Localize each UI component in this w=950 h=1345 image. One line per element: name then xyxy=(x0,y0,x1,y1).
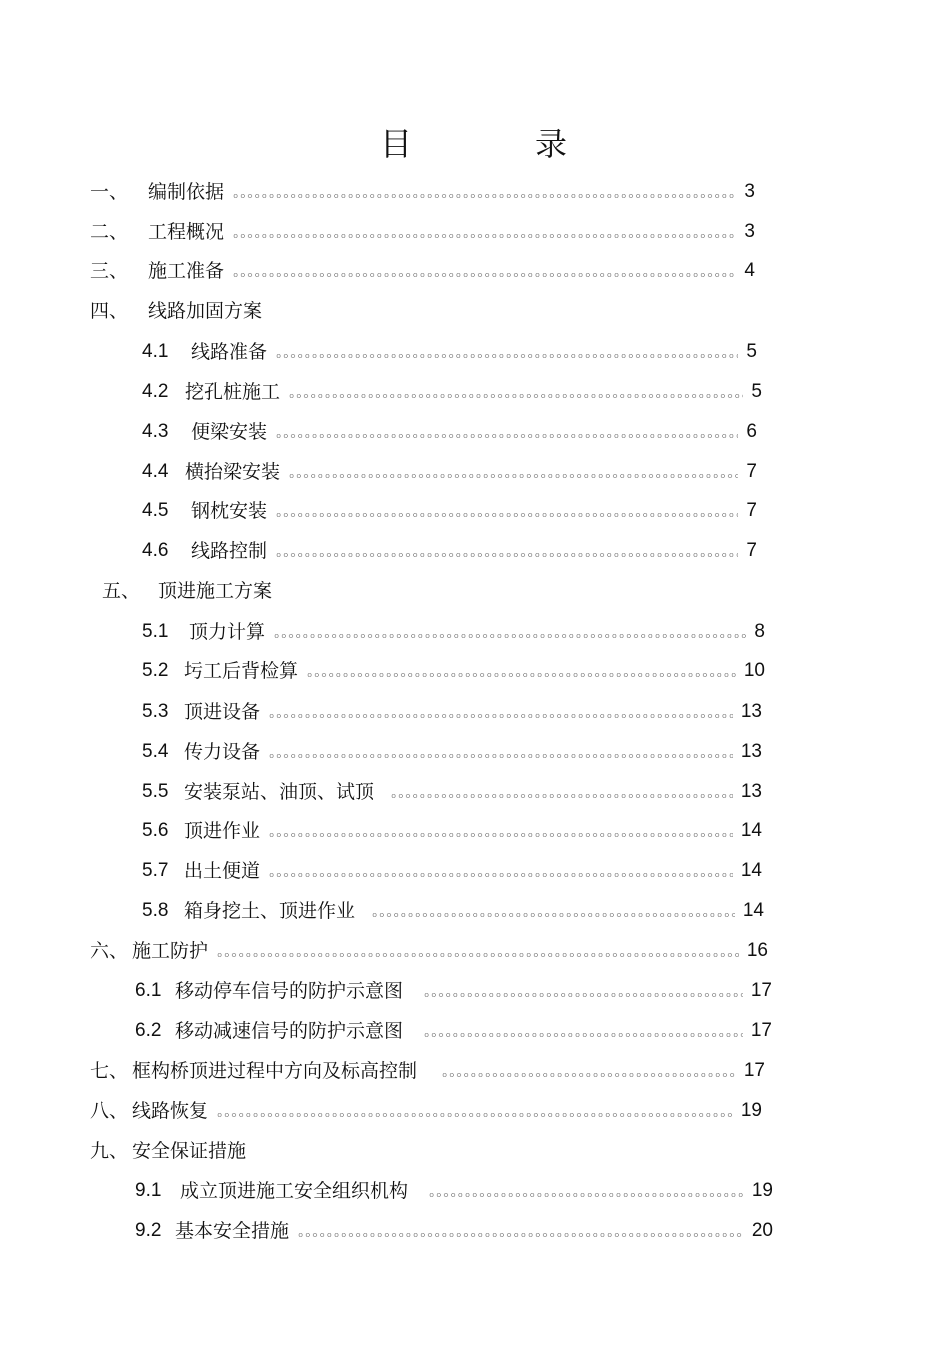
toc-entry-number: 6.1 xyxy=(135,980,162,1001)
toc-entry-label: 便梁安装 xyxy=(191,421,268,443)
toc-entry[interactable] xyxy=(135,1176,773,1206)
toc-entry-label: 施工防护 xyxy=(132,940,209,962)
toc-entry-number: 九、 xyxy=(90,1140,129,1162)
dot-leader xyxy=(232,193,736,199)
toc-entry-page: 6 xyxy=(746,421,757,442)
toc-entry-number: 一、 xyxy=(90,181,129,203)
toc-entry-page: 13 xyxy=(740,741,762,762)
toc-entry-page: 14 xyxy=(742,900,764,921)
toc-entry[interactable] xyxy=(142,737,762,767)
toc-heading[interactable] xyxy=(90,296,755,326)
toc-entry-label: 传力设备 xyxy=(184,741,261,763)
toc-entry-number: 五、 xyxy=(102,580,141,602)
toc-entry[interactable] xyxy=(142,777,762,807)
toc-entry-label: 框构桥顶进过程中方向及标高控制 xyxy=(132,1060,418,1082)
toc-entry-number: 6.2 xyxy=(135,1020,162,1041)
toc-heading[interactable] xyxy=(90,1136,762,1166)
toc-entry-page: 19 xyxy=(740,1100,762,1121)
toc-entry[interactable] xyxy=(90,1056,765,1086)
toc-entry-page: 7 xyxy=(746,461,757,482)
toc-entry-label: 线路控制 xyxy=(191,540,268,562)
toc-entry-page: 10 xyxy=(743,660,765,681)
dot-leader xyxy=(288,393,743,399)
toc-entry-number: 八、 xyxy=(90,1100,129,1122)
toc-entry-number: 四、 xyxy=(90,300,129,322)
toc-entry-label: 钢枕安装 xyxy=(191,500,268,522)
toc-entry-number: 4.5 xyxy=(142,500,169,521)
toc-entry[interactable] xyxy=(135,1216,773,1246)
dot-leader xyxy=(275,353,738,359)
dot-leader xyxy=(216,952,739,958)
toc-entry-number: 4.3 xyxy=(142,421,169,442)
toc-entry[interactable] xyxy=(142,337,757,367)
toc-entry[interactable] xyxy=(142,457,757,487)
toc-entry-label: 顶进作业 xyxy=(184,820,261,842)
dot-leader xyxy=(371,912,735,918)
toc-entry-page: 7 xyxy=(746,500,757,521)
toc-entry-label: 横抬梁安装 xyxy=(185,461,281,483)
toc-entry[interactable] xyxy=(142,417,757,447)
dot-leader xyxy=(232,272,736,278)
toc-entry-label: 线路恢复 xyxy=(132,1100,209,1122)
toc-entry-number: 4.6 xyxy=(142,540,169,561)
toc-entry-page: 3 xyxy=(744,181,755,202)
toc-entry-page: 14 xyxy=(740,820,762,841)
toc-entry-label: 移动减速信号的防护示意图 xyxy=(175,1020,404,1042)
toc-entry-label: 施工准备 xyxy=(148,260,225,282)
toc-entry-page: 3 xyxy=(744,221,755,242)
toc-entry-label: 顶进设备 xyxy=(184,701,261,723)
toc-entry-label: 编制依据 xyxy=(148,181,225,203)
dot-leader xyxy=(273,633,746,639)
toc-entry[interactable] xyxy=(90,256,755,286)
toc-entry-number: 4.2 xyxy=(142,381,169,402)
toc-entry[interactable] xyxy=(135,976,772,1006)
toc-title xyxy=(0,122,950,166)
toc-entry[interactable] xyxy=(142,856,762,886)
toc-entry-label: 成立顶进施工安全组织机构 xyxy=(180,1180,409,1202)
toc-entry-label: 顶进施工方案 xyxy=(158,580,273,602)
toc-entry-page: 17 xyxy=(750,1020,772,1041)
toc-entry[interactable] xyxy=(142,377,762,407)
toc-entry-number: 5.4 xyxy=(142,741,169,762)
toc-entry-number: 二、 xyxy=(90,221,129,243)
toc-entry[interactable] xyxy=(90,1096,762,1126)
dot-leader xyxy=(232,233,736,239)
dot-leader xyxy=(441,1072,736,1078)
toc-entry-number: 三、 xyxy=(90,260,129,282)
toc-entry-page: 20 xyxy=(751,1220,773,1241)
toc-entry-page: 13 xyxy=(740,781,762,802)
toc-entry-number: 9.1 xyxy=(135,1180,162,1201)
toc-entry-number: 5.5 xyxy=(142,781,169,802)
dot-leader xyxy=(297,1232,744,1238)
toc-entry-label: 线路准备 xyxy=(191,341,268,363)
toc-entry-number: 七、 xyxy=(90,1060,129,1082)
toc-entry-number: 4.1 xyxy=(142,341,169,362)
dot-leader xyxy=(390,793,733,799)
dot-leader xyxy=(268,713,733,719)
dot-leader xyxy=(423,1032,743,1038)
dot-leader xyxy=(306,672,736,678)
toc-entry[interactable] xyxy=(142,536,757,566)
dot-leader xyxy=(268,832,733,838)
toc-entry-number: 9.2 xyxy=(135,1220,162,1241)
toc-entry-page: 17 xyxy=(743,1060,765,1081)
dot-leader xyxy=(428,1192,744,1198)
toc-entry-label: 箱身挖土、顶进作业 xyxy=(184,900,356,922)
toc-entry-page: 19 xyxy=(751,1180,773,1201)
toc-entry-number: 六、 xyxy=(90,940,129,962)
dot-leader xyxy=(216,1112,733,1118)
toc-entry-page: 13 xyxy=(740,701,762,722)
dot-leader xyxy=(275,433,738,439)
toc-entry-page: 5 xyxy=(751,381,762,402)
toc-entry-number: 5.3 xyxy=(142,701,169,722)
toc-entry-number: 4.4 xyxy=(142,461,169,482)
toc-title-char-2: 录 xyxy=(535,125,568,163)
toc-entry-label: 移动停车信号的防护示意图 xyxy=(175,980,404,1002)
toc-entry[interactable] xyxy=(135,1016,772,1046)
toc-entry-number: 5.7 xyxy=(142,860,169,881)
dot-leader xyxy=(268,753,733,759)
toc-entry-page: 7 xyxy=(746,540,757,561)
dot-leader xyxy=(288,473,738,479)
toc-entry-label: 挖孔桩施工 xyxy=(185,381,281,403)
toc-entry[interactable] xyxy=(142,617,765,647)
toc-entry-page: 4 xyxy=(744,260,755,281)
toc-entry-number: 5.6 xyxy=(142,820,169,841)
dot-leader xyxy=(275,552,738,558)
toc-entry-page: 16 xyxy=(746,940,768,961)
toc-entry[interactable] xyxy=(142,496,757,526)
dot-leader xyxy=(268,872,733,878)
toc-entry[interactable] xyxy=(142,816,762,846)
toc-entry-label: 出土便道 xyxy=(184,860,261,882)
toc-entry-number: 5.2 xyxy=(142,660,169,681)
dot-leader xyxy=(275,512,738,518)
toc-entry[interactable] xyxy=(142,896,764,926)
toc-title-char-1: 目 xyxy=(380,125,413,163)
toc-entry-number: 5.8 xyxy=(142,900,169,921)
toc-entry-label: 顶力计算 xyxy=(189,621,266,643)
toc-entry-page: 5 xyxy=(746,341,757,362)
toc-entry[interactable] xyxy=(90,177,755,207)
toc-entry[interactable] xyxy=(90,217,755,247)
toc-entry-page: 8 xyxy=(754,621,765,642)
toc-entry-label: 工程概况 xyxy=(148,221,225,243)
toc-entry-label: 安全保证措施 xyxy=(132,1140,247,1162)
toc-heading[interactable] xyxy=(102,576,762,606)
toc-entry[interactable] xyxy=(142,656,765,686)
toc-entry-page: 14 xyxy=(740,860,762,881)
toc-entry[interactable] xyxy=(142,697,762,727)
toc-entry-label: 圬工后背检算 xyxy=(184,660,299,682)
dot-leader xyxy=(423,992,743,998)
toc-entry-label: 线路加固方案 xyxy=(148,300,263,322)
toc-entry-label: 安装泵站、油顶、试顶 xyxy=(184,781,375,803)
toc-entry-number: 5.1 xyxy=(142,621,169,642)
toc-entry-page: 17 xyxy=(750,980,772,1001)
toc-entry[interactable] xyxy=(90,936,768,966)
toc-entry-label: 基本安全措施 xyxy=(175,1220,290,1242)
